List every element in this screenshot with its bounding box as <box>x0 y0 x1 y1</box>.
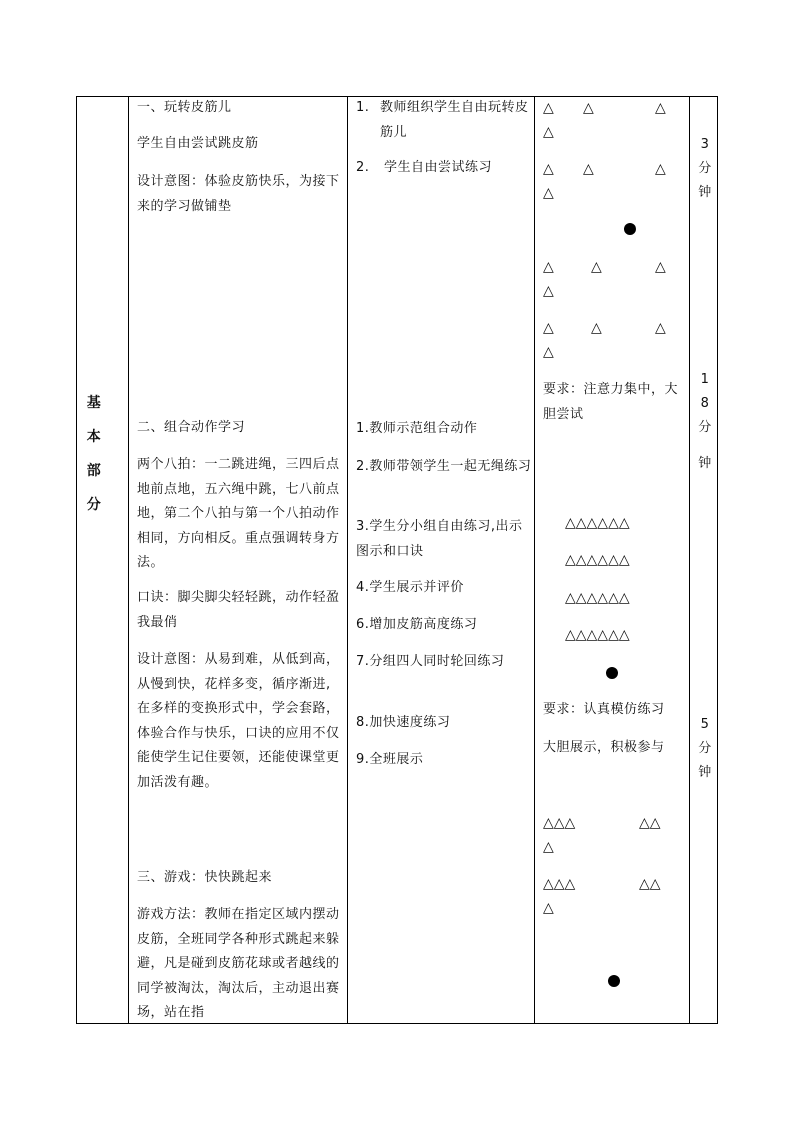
activity-step: 4.学生展示并评价 <box>356 580 464 595</box>
time-char: 3 <box>700 137 710 152</box>
section1-design-intent: 设计意图：体验皮筋快乐，为接下来的学习做铺垫 <box>137 174 340 214</box>
section3-title: 三、游戏：快快跳起来 <box>137 870 273 885</box>
activity-text: 学生自由尝试练习 <box>384 160 493 175</box>
time-char: 钟 <box>698 456 712 471</box>
student-triangle: △ <box>543 259 554 275</box>
activity-step: 9.全班展示 <box>356 752 424 767</box>
activity-step: 6.增加皮筋高度练习 <box>356 617 478 632</box>
student-triangle: △ <box>543 100 554 116</box>
student-triangle-group: △△△ <box>543 876 576 892</box>
section3-game-method: 游戏方法：教师在指定区域内摆动皮筋，全班同学各种形式跳起来躲避，凡是碰到皮筋花球或者越线的同学被淘汰，淘汰后，主动退出赛场，站在指 <box>137 907 340 1020</box>
student-triangle: △ <box>655 320 666 336</box>
section2-design-intent: 设计意图：从易到难，从低到高，从慢到快，花样多变，循序渐进,在多样的变换形式中，学会套路，体验合作与快乐，口诀的应用不仅能使学生记住要领，还能使课堂更加活泼有趣。 <box>137 652 340 790</box>
section-char: 分 <box>86 497 102 513</box>
table-divider-2 <box>347 96 348 1024</box>
requirement-text: 要求：认真模仿练习 <box>543 702 665 717</box>
student-triangle: △ <box>543 283 554 299</box>
activity-step: 1.教师示范组合动作 <box>356 421 478 436</box>
student-triangle-group: △△△ <box>543 815 576 831</box>
teacher-dot <box>606 667 618 679</box>
activity-step: 3.学生分小组自由练习,出示图示和口诀 <box>356 519 523 559</box>
student-triangle: △ <box>591 259 602 275</box>
activity-step: 2.教师带领学生一起无绳练习 <box>356 459 532 474</box>
student-triangle: △ <box>543 320 554 336</box>
student-triangle: △ <box>543 185 554 201</box>
time-char: 钟 <box>698 765 712 780</box>
student-triangle-row: △△△△△△ <box>565 515 630 531</box>
student-triangle: △ <box>543 344 554 360</box>
table-bottom-border <box>76 1023 718 1024</box>
activity-text: 教师组织学生自由玩转皮筋儿 <box>380 100 529 140</box>
requirement-text: 大胆展示，积极参与 <box>543 740 665 755</box>
section1-line: 学生自由尝试跳皮筋 <box>137 136 259 151</box>
activity-step: 8.加快速度练习 <box>356 715 451 730</box>
activity-num: 1. <box>356 100 370 115</box>
student-triangle: △ <box>543 839 554 855</box>
student-triangle: △ <box>583 161 594 177</box>
student-triangle-row: △△△△△△ <box>565 552 630 568</box>
student-triangle: △ <box>583 100 594 116</box>
time-char: 分 <box>698 161 712 176</box>
table-divider-3 <box>534 96 535 1024</box>
time-char: 5 <box>700 717 710 732</box>
requirement-text: 要求：注意力集中，大胆尝试 <box>543 382 679 422</box>
time-char: 1 <box>700 372 710 387</box>
student-triangle: △ <box>655 161 666 177</box>
student-triangle: △ <box>591 320 602 336</box>
section-char: 本 <box>86 429 102 445</box>
section-char: 部 <box>86 463 102 479</box>
table-border-right <box>717 96 718 1024</box>
time-char: 分 <box>698 741 712 756</box>
student-triangle: △ <box>543 900 554 916</box>
section2-title: 二、组合动作学习 <box>137 420 246 435</box>
table-border-left <box>76 96 77 1024</box>
table-divider-4 <box>689 96 690 1024</box>
student-triangle-row: △△△△△△ <box>565 590 630 606</box>
activity-step: 7.分组四人同时轮回练习 <box>356 654 505 669</box>
section2-chant: 口诀：脚尖脚尖轻轻跳，动作轻盈我最俏 <box>137 590 340 630</box>
student-triangle: △ <box>543 124 554 140</box>
table-divider-1 <box>128 96 129 1024</box>
section1-title: 一、玩转皮筋儿 <box>137 100 232 115</box>
teacher-dot <box>608 975 620 987</box>
section-char: 基 <box>86 395 102 411</box>
student-triangle-group: △△ <box>639 815 661 831</box>
student-triangle: △ <box>543 161 554 177</box>
section2-description: 两个八拍：一二跳进绳，三四后点地前点地，五六绳中跳，七八前点地，第二个八拍与第一个八拍动作相同，方向相反。重点强调转身方法。 <box>137 457 340 570</box>
activity-num: 2. <box>356 160 370 175</box>
student-triangle-row: △△△△△△ <box>565 627 630 643</box>
time-char: 8 <box>700 396 710 411</box>
time-char: 钟 <box>698 185 712 200</box>
student-triangle: △ <box>655 100 666 116</box>
student-triangle: △ <box>655 259 666 275</box>
teacher-dot <box>624 223 636 235</box>
student-triangle-group: △△ <box>639 876 661 892</box>
time-char: 分 <box>698 420 712 435</box>
